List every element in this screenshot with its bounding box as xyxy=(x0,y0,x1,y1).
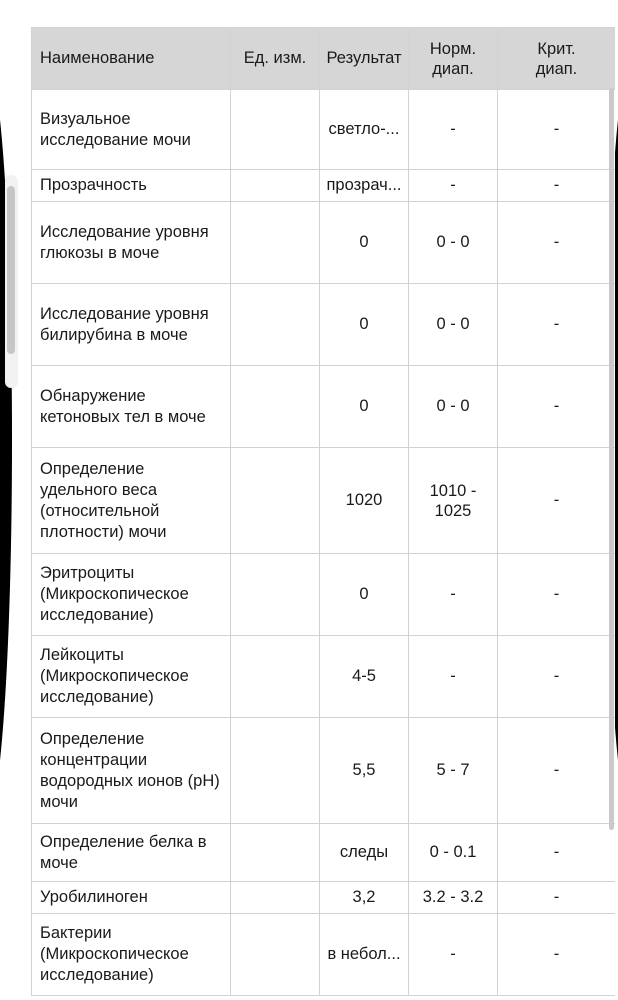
cell-norm: 1010 - 1025 xyxy=(409,448,498,554)
cell-result: 1020 xyxy=(320,448,409,554)
cell-norm: - xyxy=(409,170,498,202)
cell-crit: - xyxy=(498,284,616,366)
cell-name: Бактерии (Микроскопическое исследование) xyxy=(32,914,231,996)
header-crit-range: Крит. диап. xyxy=(498,28,616,90)
table-row xyxy=(32,636,616,718)
left-edge-shadow xyxy=(0,60,12,820)
header-name: Наименование xyxy=(32,28,231,90)
cell-result: 4-5 xyxy=(320,636,409,718)
cell-crit: - xyxy=(498,202,616,284)
cell-name: Эритроциты (Микроскопическое исследование) xyxy=(32,554,231,636)
cell-result: в небол... xyxy=(320,914,409,996)
cell-name: Визуальное исследование мочи xyxy=(32,90,231,170)
cell-name: Исследование уровня глюкозы в моче xyxy=(32,202,231,284)
cell-result: 3,2 xyxy=(320,882,409,914)
cell-unit xyxy=(231,366,320,448)
cell-unit xyxy=(231,448,320,554)
table-row xyxy=(32,366,616,448)
table-row xyxy=(32,914,616,996)
cell-result: 0 xyxy=(320,366,409,448)
cell-result: 0 xyxy=(320,202,409,284)
cell-norm: 0 - 0 xyxy=(409,202,498,284)
cell-result: светло-... xyxy=(320,90,409,170)
cell-crit: - xyxy=(498,170,616,202)
cell-name: Лейкоциты (Микроскопическое исследование) xyxy=(32,636,231,718)
cell-crit: - xyxy=(498,718,616,824)
cell-crit: - xyxy=(498,366,616,448)
table-row xyxy=(32,554,616,636)
cell-crit: - xyxy=(498,914,616,996)
table-row xyxy=(32,90,616,170)
header-unit: Ед. изм. xyxy=(231,28,320,90)
cell-unit xyxy=(231,914,320,996)
cell-unit xyxy=(231,284,320,366)
cell-result: прозрач... xyxy=(320,170,409,202)
cell-unit xyxy=(231,718,320,824)
cell-result: 0 xyxy=(320,284,409,366)
cell-unit xyxy=(231,170,320,202)
cell-norm: - xyxy=(409,554,498,636)
cell-norm: 0 - 0 xyxy=(409,366,498,448)
cell-result: следы xyxy=(320,824,409,882)
cell-norm: 5 - 7 xyxy=(409,718,498,824)
table-row xyxy=(32,284,616,366)
cell-unit xyxy=(231,882,320,914)
cell-unit xyxy=(231,90,320,170)
cell-name: Исследование уровня билирубина в моче xyxy=(32,284,231,366)
cell-unit xyxy=(231,824,320,882)
table-row xyxy=(32,824,616,882)
table-body xyxy=(32,90,616,996)
cell-norm: 3.2 - 3.2 xyxy=(409,882,498,914)
results-table xyxy=(31,27,615,996)
cell-result: 0 xyxy=(320,554,409,636)
table-header-row xyxy=(32,28,616,90)
page-scrollbar[interactable] xyxy=(5,176,17,388)
cell-result: 5,5 xyxy=(320,718,409,824)
cell-unit xyxy=(231,554,320,636)
cell-crit: - xyxy=(498,636,616,718)
cell-norm: - xyxy=(409,914,498,996)
cell-norm: 0 - 0.1 xyxy=(409,824,498,882)
table-scrollbar[interactable] xyxy=(609,88,614,830)
cell-name: Определение белка в моче xyxy=(32,824,231,882)
table-row xyxy=(32,448,616,554)
cell-norm: 0 - 0 xyxy=(409,284,498,366)
table-row xyxy=(32,882,616,914)
header-result: Результат xyxy=(320,28,409,90)
cell-name: Уробилиноген xyxy=(32,882,231,914)
cell-norm: - xyxy=(409,636,498,718)
cell-name: Обнаружение кетоновых тел в моче xyxy=(32,366,231,448)
cell-name: Определение концентрации водородных ионов (pH) мочи xyxy=(32,718,231,824)
cell-crit: - xyxy=(498,554,616,636)
cell-crit: - xyxy=(498,448,616,554)
cell-crit: - xyxy=(498,90,616,170)
header-norm-range: Норм. диап. xyxy=(409,28,498,90)
cell-norm: - xyxy=(409,90,498,170)
table-row xyxy=(32,718,616,824)
table-row xyxy=(32,202,616,284)
table-row xyxy=(32,170,616,202)
cell-crit: - xyxy=(498,824,616,882)
cell-unit xyxy=(231,636,320,718)
page-scrollbar-thumb[interactable] xyxy=(7,186,15,354)
cell-crit: - xyxy=(498,882,616,914)
cell-name: Прозрачность xyxy=(32,170,231,202)
cell-name: Определение удельного веса (относительной плотности) мочи xyxy=(32,448,231,554)
cell-unit xyxy=(231,202,320,284)
results-table-container[interactable] xyxy=(31,27,615,1000)
